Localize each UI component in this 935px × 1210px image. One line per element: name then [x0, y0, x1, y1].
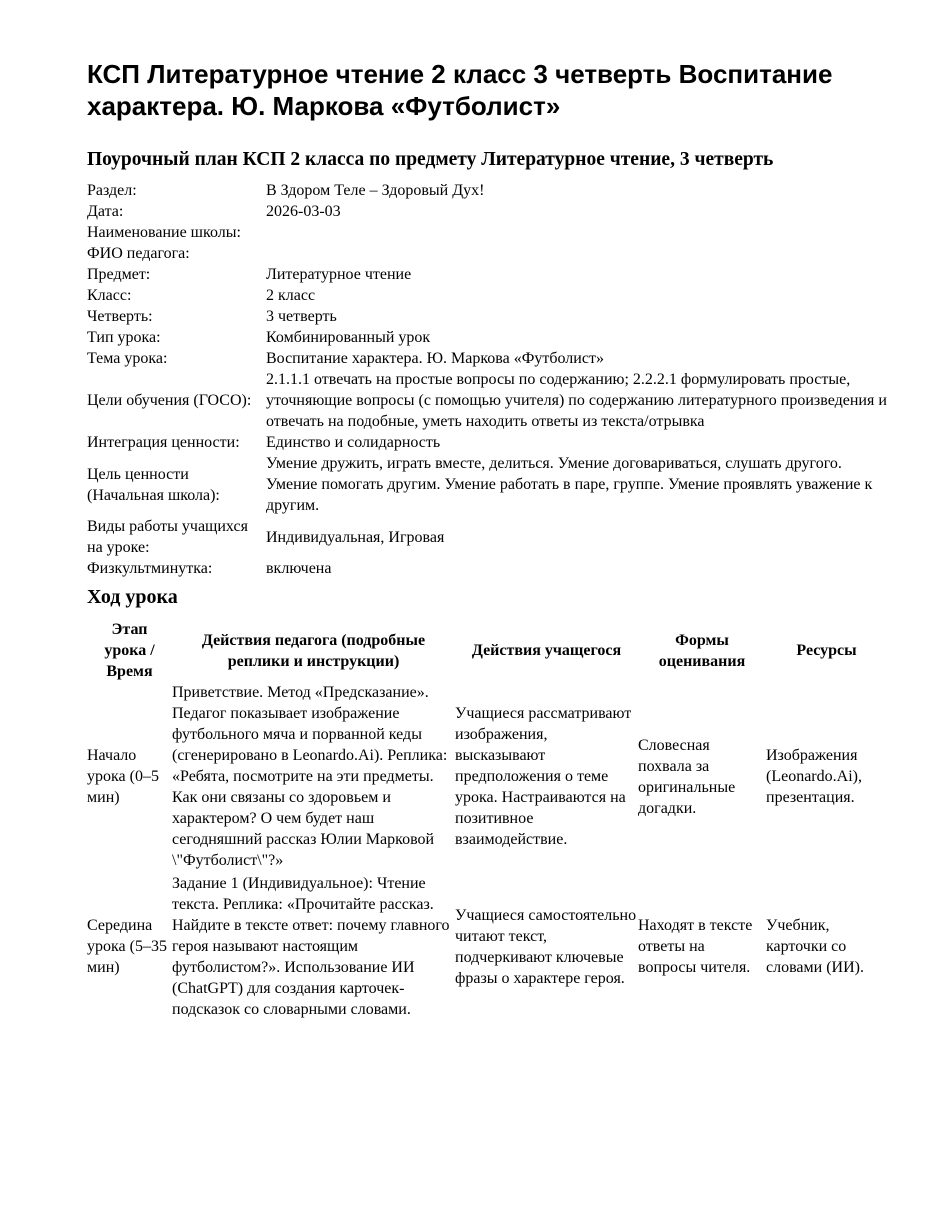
info-row [87, 306, 887, 327]
table-cell: Середина урока (5–35 мин) [87, 917, 167, 976]
info-value: включена [266, 560, 332, 577]
table-cell: Приветствие. Метод «Предсказание». Педагог показывает изображение футбольного мяча и порванной кеды (сгенерировано в Leonardo.Ai). Реплика: «Ребята, посмотрите на эти предметы. Как они связаны со здоровьем и характером? О чем будет наш сегодняшний рассказ Юлии Марковой \"Футболист\"?» [172, 684, 448, 869]
lesson-plan-table [87, 615, 887, 1022]
table-row [87, 682, 887, 873]
table-cell: Находят в тексте ответы на вопросы чителя. [638, 917, 753, 976]
info-row [87, 369, 887, 432]
table-cell: Учащиеся самостоятельно читают текст, подчеркивают ключевые фразы о характере героя. [455, 906, 637, 987]
info-label: Интеграция ценности: [87, 434, 240, 451]
info-row [87, 222, 887, 243]
info-label: ФИО педагога: [87, 245, 190, 262]
column-header: Этап урока / Время [104, 621, 155, 680]
table-cell: Учебник, карточки со словами (ИИ). [766, 917, 864, 976]
info-label: Наименование школы: [87, 224, 241, 241]
info-row [87, 348, 887, 369]
info-label: Тема урока: [87, 350, 168, 367]
info-value: Литературное чтение [266, 266, 412, 283]
info-value: Воспитание характера. Ю. Маркова «Футболист» [266, 350, 604, 367]
info-value: Умение дружить, играть вместе, делиться. Умение договариваться, слушать другого. Умение помогать другим. Умение работать в паре, группе. Умение проявлять уважение к другим. [266, 455, 873, 514]
info-row [87, 327, 887, 348]
info-label: Раздел: [87, 182, 137, 199]
info-value: 2 класс [266, 287, 316, 304]
info-row [87, 201, 887, 222]
info-row [87, 453, 887, 516]
info-row [87, 264, 887, 285]
info-value: Комбинированный урок [266, 329, 431, 346]
info-value [266, 222, 887, 243]
info-label: Предмет: [87, 266, 151, 283]
table-cell: Учащиеся рассматривают изображения, высказывают предположения о теме урока. Настраиваются на позитивное взаимодействие. [455, 705, 632, 848]
lesson-flow-heading: Ход урока [87, 586, 178, 608]
document-title: КСП Литературное чтение 2 класс 3 четверть Воспитание характера. Ю. Маркова «Футболист» [87, 59, 833, 121]
info-value: 2026-03-03 [266, 203, 341, 220]
info-value: 3 четверть [266, 308, 337, 325]
info-label: Физкультминутка: [87, 560, 213, 577]
info-row [87, 285, 887, 306]
info-value [266, 243, 887, 264]
info-label: Тип урока: [87, 329, 161, 346]
info-row [87, 432, 887, 453]
table-cell: Начало урока (0–5 мин) [87, 747, 159, 806]
info-row [87, 243, 887, 264]
document-page [87, 58, 887, 1022]
table-cell: Изображения (Leonardo.Ai), презентация. [766, 747, 862, 806]
info-row [87, 516, 887, 558]
lesson-info-table [87, 180, 887, 579]
info-label: Класс: [87, 287, 132, 304]
info-value: Единство и солидарность [266, 434, 441, 451]
info-label: Цель ценности (Начальная школа): [87, 465, 220, 504]
info-row [87, 180, 887, 201]
info-label: Цели обучения (ГОСО): [87, 392, 252, 409]
info-row [87, 558, 887, 579]
column-header: Формы оценивания [658, 631, 746, 670]
info-value: В Здором Теле – Здоровый Дух! [266, 182, 485, 199]
table-header-row [87, 615, 887, 682]
info-value: 2.1.1.1 отвечать на простые вопросы по содержанию; 2.2.2.1 формулировать простые, уточняющие вопросы (с помощью учителя) по содержанию литературного произведения и отвечать на подобные, уметь находить ответы из текста/отрывка [266, 371, 887, 430]
column-header: Действия учащегося [471, 642, 622, 659]
info-value: Индивидуальная, Игровая [266, 528, 445, 546]
info-label: Виды работы учащихся на уроке: [87, 518, 248, 556]
document-subtitle: Поурочный план КСП 2 класса по предмету Литературное чтение, 3 четверть [87, 149, 774, 170]
table-cell: Задание 1 (Индивидуальное): Чтение текста. Реплика: «Прочитайте рассказ. Найдите в тексте ответ: почему главного героя называют настоящим футболистом?». Использование ИИ (ChatGPT) для создания карточек-подсказок со словарными словами. [172, 875, 450, 1018]
info-label: Дата: [87, 203, 124, 220]
table-cell: Словесная похвала за оригинальные догадки. [638, 736, 736, 817]
table-row [87, 873, 887, 1022]
column-header: Ресурсы [796, 642, 857, 659]
column-header: Действия педагога (подробные реплики и инструкции) [201, 631, 426, 670]
info-label: Четверть: [87, 308, 153, 325]
